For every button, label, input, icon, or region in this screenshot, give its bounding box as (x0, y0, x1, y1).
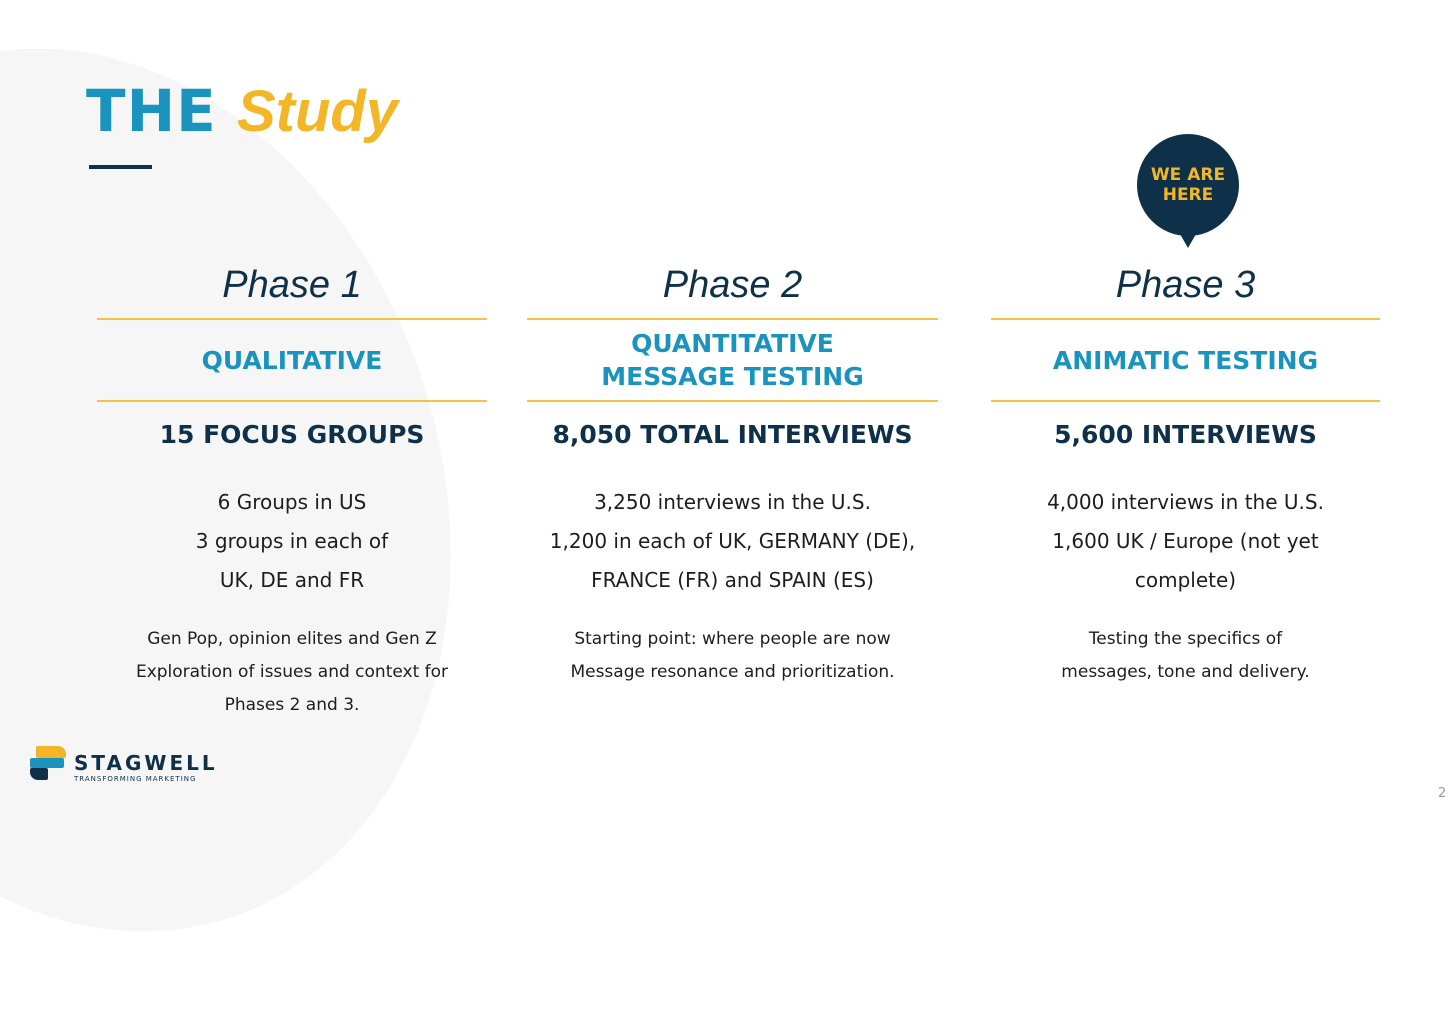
logo-text (74, 752, 218, 784)
note-line: Exploration of issues and context for (135, 662, 449, 682)
phase-details (97, 483, 487, 600)
title-underline (89, 165, 152, 169)
phase-notes (527, 623, 938, 689)
phase-count: 5,600 INTERVIEWS (1054, 420, 1317, 449)
title-accent: Study (236, 79, 399, 144)
phase-count: 15 FOCUS GROUPS (159, 420, 425, 449)
phase-method-label: ANIMATIC TESTING (1052, 345, 1319, 375)
detail-line: complete) (1134, 568, 1237, 592)
phase-method (97, 320, 487, 400)
stagwell-logo-icon (30, 744, 68, 780)
detail-line: 4,000 interviews in the U.S. (1047, 490, 1324, 514)
detail-line: UK, DE and FR (219, 568, 365, 592)
phase-column-2 (527, 258, 938, 689)
note-line: messages, tone and delivery. (1061, 662, 1310, 682)
note-line: Testing the specifics of (1088, 629, 1283, 649)
phase-details (527, 483, 938, 600)
slide-title (86, 76, 398, 147)
phase-column-3 (991, 258, 1380, 689)
phase-details (991, 483, 1380, 600)
logo-tagline: TRANSFORMING MARKETING (74, 775, 197, 783)
detail-line: FRANCE (FR) and SPAIN (ES) (591, 568, 874, 592)
logo-name: STAGWELL (74, 751, 218, 775)
phase-method-label: QUALITATIVE (201, 345, 383, 375)
note-line: Gen Pop, opinion elites and Gen Z (147, 629, 437, 649)
phase-title: Phase 3 (1115, 264, 1256, 306)
detail-line: 6 Groups in US (217, 490, 367, 514)
phase-notes (97, 623, 487, 722)
phase-notes (991, 623, 1380, 689)
phase-title: Phase 2 (662, 264, 803, 306)
page-number: 2 (1438, 786, 1447, 801)
note-line: Starting point: where people are now (574, 629, 891, 649)
phase-method (991, 320, 1380, 400)
detail-line: 3,250 interviews in the U.S. (594, 490, 871, 514)
detail-line: 1,600 UK / Europe (not yet (1052, 529, 1319, 553)
phase-method (527, 320, 938, 400)
detail-line: 3 groups in each of (195, 529, 389, 553)
stagwell-logo (30, 744, 218, 784)
phase-count: 8,050 TOTAL INTERVIEWS (552, 420, 913, 449)
note-line: Phases 2 and 3. (224, 695, 360, 715)
badge-label: WE ARE HERE (1150, 165, 1226, 205)
phase-method-label: QUANTITATIVE MESSAGE TESTING (601, 329, 864, 391)
phase-title: Phase 1 (222, 264, 362, 306)
divider (97, 400, 487, 402)
detail-line: 1,200 in each of UK, GERMANY (DE), (549, 529, 916, 553)
title-main: THE (86, 77, 217, 145)
divider (991, 400, 1380, 402)
divider (527, 400, 938, 402)
phase-column-1 (97, 258, 487, 722)
we-are-here-badge (1137, 134, 1239, 236)
note-line: Message resonance and prioritization. (570, 662, 895, 682)
